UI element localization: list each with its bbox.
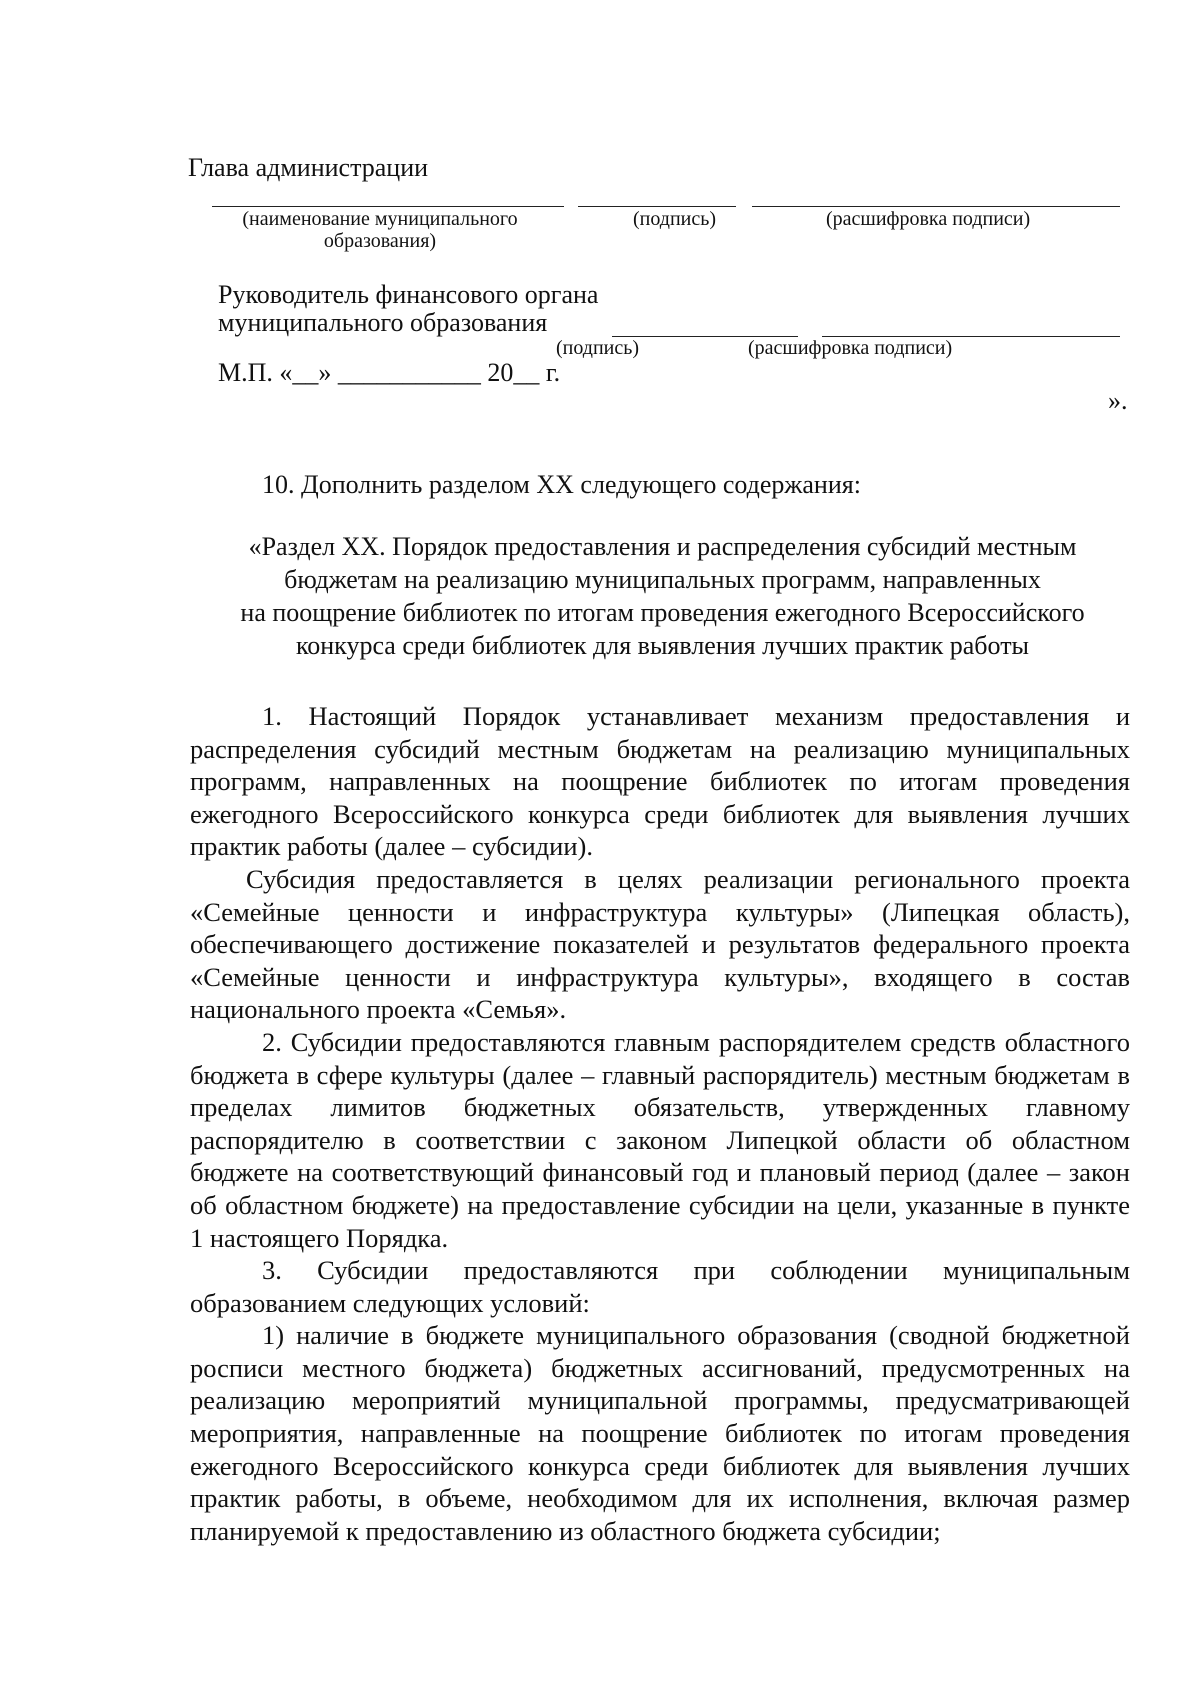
paragraph-2: Субсидия предоставляется в целях реализации регионального проекта «Семейные ценности и инфраструктура культуры» (Липецкая область), обеспечивающего достижение показателей и результатов федерального проекта «Семейные ценности и инфраструктура культуры», входящего в состав национального проекта «Семья». [190,863,1130,1025]
caption-municipality [200,208,560,252]
finance-head-line1: Руководитель финансового органа [218,280,599,309]
amendment-instruction: 10. Дополнить разделом XX следующего содержания: [262,470,861,499]
caption-decoding-2: (расшифровка подписи) [748,337,953,359]
caption-municipality-line1: (наименование муниципального [242,208,518,230]
head-title: Глава администрации [188,153,429,182]
section-heading-line: конкурса среди библиотек для выявления лучших практик работы [295,631,1030,660]
paragraph-5: 1) наличие в бюджете муниципального образования (сводной бюджетной росписи местного бюджета) бюджетных ассигнований, предусмотренных на реализацию мероприятий муниципальной программы, предусматривающей мероприятия, направленные на поощрение библиотек по итогам проведения ежегодного Всероссийского конкурса среди библиотек для выявления лучших практик работы, в объеме, необходимом для их исполнения, включая размер планируемой к предоставлению из областного бюджета субсидии; [190,1320,1130,1546]
body-text [190,700,1130,1547]
section-heading-line: «Раздел XX. Порядок предоставления и распределения субсидий местным [248,532,1077,561]
signature-line [578,206,736,207]
caption-decoding: (расшифровка подписи) [826,208,1031,230]
decoding-line [752,206,1120,207]
closing-quote: ». [1108,386,1128,415]
section-heading-line: на поощрение библиотек по итогам проведения ежегодного Всероссийского [240,598,1085,627]
seal-date: М.П. «__» ___________ 20__ г. [218,358,561,387]
caption-signature-2: (подпись) [556,337,640,359]
municipality-line [212,206,564,207]
section-heading [185,530,1140,662]
caption-signature: (подпись) [633,208,717,230]
paragraph-4: 3. Субсидии предоставляются при соблюдении муниципальным образованием следующих условий: [190,1255,1130,1318]
finance-head-line2: муниципального образования [218,308,548,337]
caption-municipality-line2: образования) [323,230,437,252]
section-heading-line: бюджетам на реализацию муниципальных программ, направленных [284,565,1041,594]
paragraph-3: 2. Субсидии предоставляются главным распорядителем средств областного бюджета в сфере культуры (далее – главный распорядитель) местным бюджетам в пределах лимитов бюджетных обязательств, утвержденных главному распорядителю в соответствии с законом Липецкой области об областном бюджете на соответствующий финансовый год и плановый период (далее – закон об областном бюджете) на предоставление субсидии на цели, указанные в пункте 1 настоящего Порядка. [190,1026,1130,1253]
paragraph-1: 1. Настоящий Порядок устанавливает механизм предоставления и распределения субсидий местным бюджетам на реализацию муниципальных программ, направленных на поощрение библиотек по итогам проведения ежегодного Всероссийского конкурса среди библиотек для выявления лучших практик работы (далее – субсидии). [190,701,1130,862]
